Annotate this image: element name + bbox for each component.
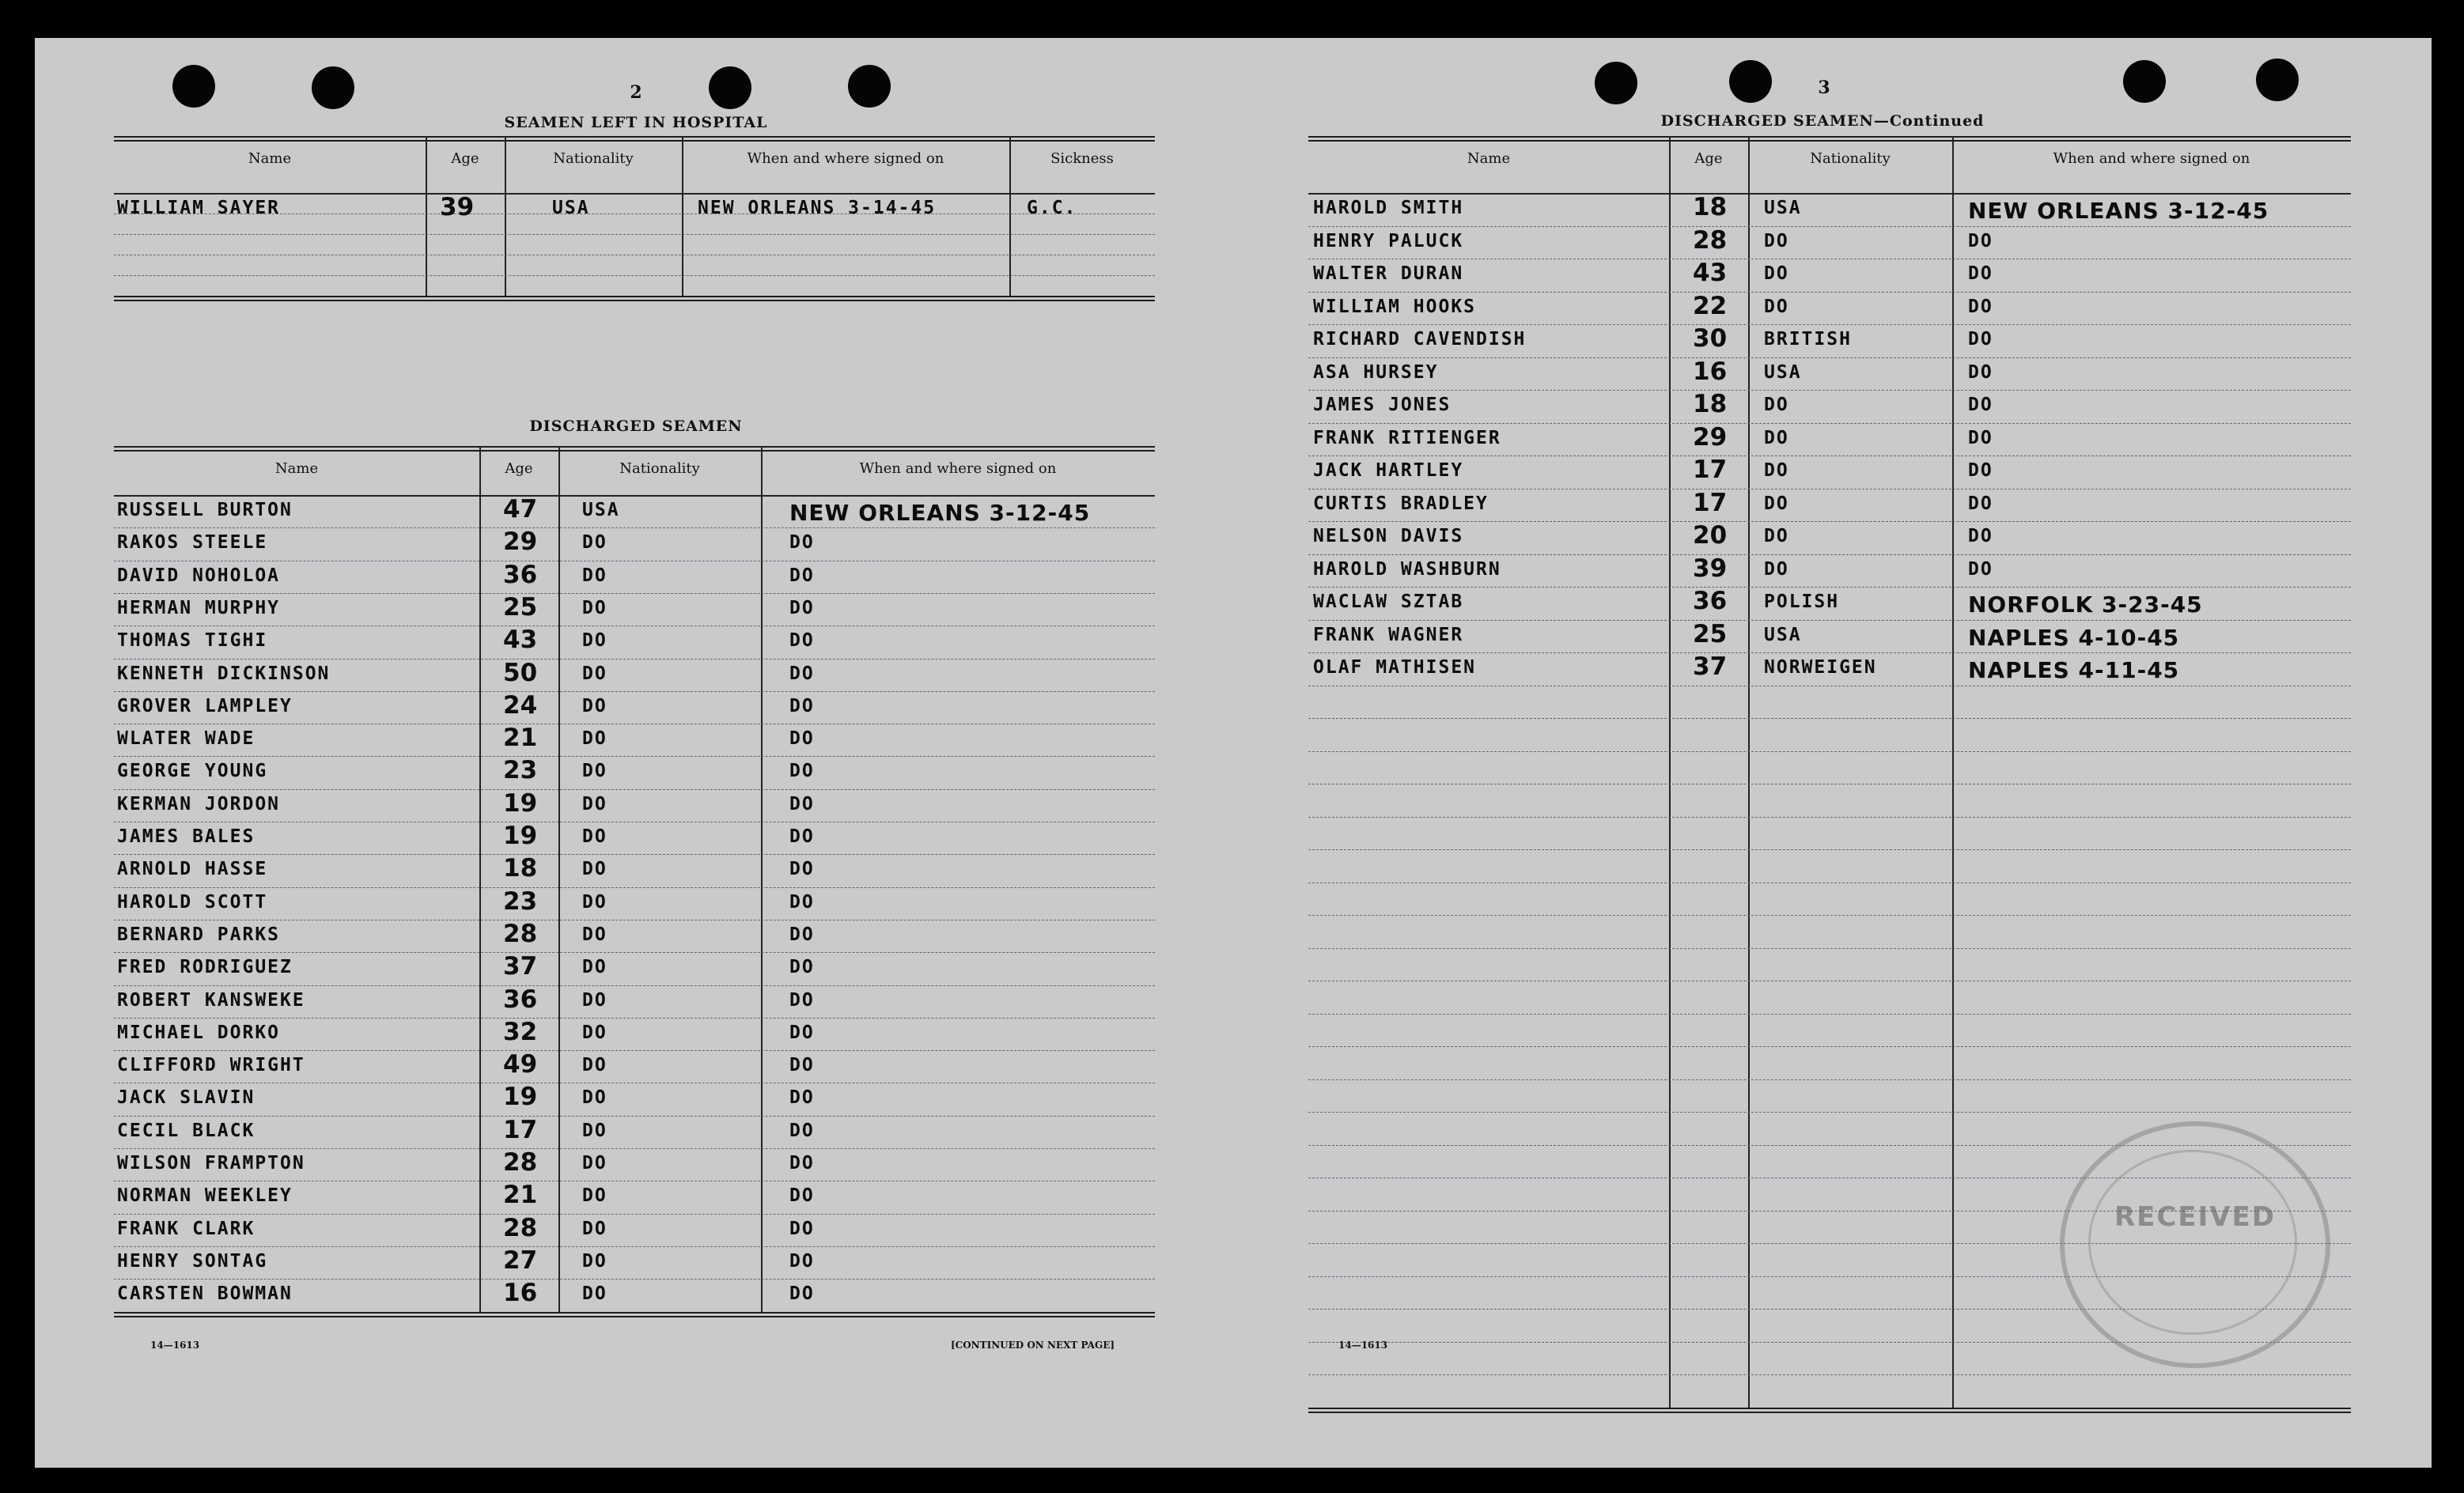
header-rule <box>1308 193 2351 195</box>
name-cell: ROBERT KANSWEKE <box>117 989 305 1011</box>
age-cell: 16 <box>1693 357 1728 386</box>
signed-on-cell: DO <box>789 1153 815 1174</box>
form-number: 14—1613 <box>1338 1340 1388 1351</box>
table-top-rule <box>114 136 1155 142</box>
name-cell: FRANK RITIENGER <box>1313 427 1501 448</box>
signed-on-cell: DO <box>1968 296 1993 317</box>
name-cell: WILSON FRAMPTON <box>117 1153 305 1174</box>
table-top-rule <box>1308 136 2351 142</box>
signed-on-cell: DO <box>1968 230 1993 251</box>
row-rule <box>1308 1112 2351 1113</box>
nationality-cell: DO <box>582 1185 607 1207</box>
signed-on-cell: DO <box>789 989 815 1011</box>
signed-on-cell: DO <box>1968 493 1993 514</box>
age-cell: 24 <box>503 690 538 720</box>
column-header: Age <box>1694 150 1723 167</box>
document-sheet <box>35 38 2432 1468</box>
page-number: 3 <box>1818 77 1830 98</box>
name-cell: RICHARD CAVENDISH <box>1313 329 1527 350</box>
age-cell: 43 <box>503 626 538 655</box>
nationality-cell: DO <box>582 1022 607 1043</box>
discharged-section-title: DISCHARGED SEAMEN <box>529 418 743 435</box>
signed-on-cell: NAPLES 4-11-45 <box>1968 657 2180 683</box>
punch-hole <box>2123 60 2166 103</box>
nationality-cell: DO <box>1764 558 1789 580</box>
name-cell: WACLAW SZTAB <box>1313 592 1464 612</box>
name-cell: RAKOS STEELE <box>117 532 268 554</box>
row-rule <box>114 1214 1155 1215</box>
signed-on-cell: DO <box>789 1250 815 1272</box>
signed-on-cell: DO <box>789 1120 815 1141</box>
name-cell: JAMES BALES <box>117 826 255 847</box>
nationality-cell: DO <box>582 924 607 945</box>
signed-on-cell: DO <box>789 1218 815 1239</box>
name-cell: HENRY SONTAG <box>117 1250 268 1272</box>
signed-on-cell: DO <box>789 761 815 782</box>
nationality-cell: DO <box>1764 427 1789 448</box>
signed-on-cell: DO <box>1968 263 1993 284</box>
name-cell: ASA HURSEY <box>1313 361 1439 383</box>
signed-on-cell: DO <box>1968 395 1993 415</box>
name-cell: KERMAN JORDON <box>117 793 281 815</box>
punch-hole <box>848 65 891 108</box>
name-cell: THOMAS TIGHI <box>117 630 268 652</box>
age-cell: 20 <box>1693 521 1728 550</box>
age-cell: 39 <box>1693 554 1728 583</box>
row-rule <box>1308 226 2351 227</box>
age-cell: 28 <box>503 1213 538 1242</box>
column-header: Sickness <box>1050 150 1114 167</box>
row-rule <box>114 1246 1155 1247</box>
signed-on-cell: NEW ORLEANS 3-12-45 <box>789 500 1091 526</box>
signed-on-cell: DO <box>789 793 815 815</box>
name-cell: HAROLD WASHBURN <box>1313 558 1501 580</box>
nationality-cell: DO <box>582 989 607 1011</box>
nationality-cell: POLISH <box>1764 592 1840 612</box>
row-rule <box>1308 455 2351 456</box>
nationality-cell: DO <box>582 891 607 913</box>
signed-on-cell: DO <box>789 695 815 716</box>
nationality-cell: DO <box>1764 493 1789 514</box>
nationality-cell: DO <box>582 565 607 586</box>
age-cell: 17 <box>503 1115 538 1144</box>
nationality-cell: DO <box>582 1218 607 1239</box>
column-header: Nationality <box>1810 150 1891 167</box>
signed-on-cell: DO <box>1968 361 1993 383</box>
name-cell: CURTIS BRADLEY <box>1313 493 1489 514</box>
signed-on-cell: DO <box>789 859 815 880</box>
age-cell: 19 <box>503 788 538 818</box>
column-divider <box>558 446 560 1312</box>
column-header: When and where signed on <box>2053 150 2250 167</box>
age-cell: 43 <box>1693 259 1728 287</box>
name-cell: HAROLD SMITH <box>1313 198 1464 218</box>
signed-on-cell: NORFOLK 3-23-45 <box>1968 592 2203 618</box>
nationality-cell: DO <box>582 957 607 978</box>
name-cell: CLIFFORD WRIGHT <box>117 1055 305 1076</box>
page-number: 2 <box>630 82 642 103</box>
column-header: Name <box>274 460 319 477</box>
punch-hole <box>1595 62 1637 104</box>
name-cell: BERNARD PARKS <box>117 924 281 945</box>
nationality-cell: DO <box>582 1153 607 1174</box>
row-rule <box>1308 620 2351 621</box>
nationality-cell: BRITISH <box>1764 329 1852 350</box>
name-cell: JACK SLAVIN <box>117 1087 255 1109</box>
age-cell: 28 <box>503 919 538 948</box>
name-cell: NORMAN WEEKLEY <box>117 1185 293 1207</box>
signed-on-cell: DO <box>789 1283 815 1305</box>
row-rule <box>1308 423 2351 424</box>
header-rule <box>114 193 1155 195</box>
nationality-cell: DO <box>582 1055 607 1076</box>
name-cell: CARSTEN BOWMAN <box>117 1283 293 1305</box>
row-rule <box>114 234 1155 235</box>
name-cell: DAVID NOHOLOA <box>117 565 281 586</box>
name-cell: HERMAN MURPHY <box>117 597 281 618</box>
row-rule <box>1308 1374 2351 1375</box>
signed-on-cell: DO <box>789 1055 815 1076</box>
name-cell: JACK HARTLEY <box>1313 460 1464 481</box>
row-rule <box>1308 1046 2351 1047</box>
signed-on-cell: DO <box>789 1185 815 1207</box>
column-header: Age <box>451 150 479 167</box>
signed-on-cell: DO <box>1968 460 1993 481</box>
nationality-cell: USA <box>1764 361 1802 383</box>
age-cell: 50 <box>503 658 538 687</box>
name-cell: MICHAEL DORKO <box>117 1022 281 1043</box>
hospital-section-title: SEAMEN LEFT IN HOSPITAL <box>504 114 768 131</box>
row-rule <box>1308 817 2351 818</box>
row-rule <box>1308 751 2351 752</box>
row-rule <box>114 854 1155 855</box>
signed-on-cell: DO <box>789 630 815 652</box>
name-cell: GROVER LAMPLEY <box>117 695 293 716</box>
age-cell: 25 <box>1693 619 1728 648</box>
nationality-cell: DO <box>582 630 607 652</box>
age-cell: 17 <box>1693 488 1728 517</box>
name-cell: WILLIAM HOOKS <box>1313 296 1477 317</box>
signed-on-cell: DO <box>789 891 815 913</box>
continued-note: [CONTINUED ON NEXT PAGE] <box>951 1340 1115 1351</box>
row-rule <box>114 1050 1155 1051</box>
name-cell: HENRY PALUCK <box>1313 230 1464 251</box>
column-header: Name <box>1467 150 1511 167</box>
received-stamp <box>2060 1121 2330 1368</box>
age-cell: 30 <box>1693 324 1728 353</box>
column-header: When and where signed on <box>747 150 944 167</box>
table-bottom-rule <box>1308 1408 2351 1413</box>
name-cell: OLAF MATHISEN <box>1313 657 1477 678</box>
age-cell: 21 <box>503 724 538 753</box>
age-cell: 19 <box>503 822 538 850</box>
nationality-cell: DO <box>582 826 607 847</box>
row-rule <box>1308 292 2351 293</box>
row-rule <box>1308 652 2351 653</box>
age-cell: 27 <box>503 1245 538 1275</box>
name-cell: WLATER WADE <box>117 728 255 750</box>
punch-hole <box>312 66 354 109</box>
table-bottom-rule <box>114 1312 1155 1317</box>
age-cell: 37 <box>503 952 538 981</box>
name-cell: GEORGE YOUNG <box>117 761 268 782</box>
row-rule <box>1308 554 2351 555</box>
signed-on-cell: NAPLES 4-10-45 <box>1968 624 2180 651</box>
row-rule <box>114 756 1155 757</box>
age-cell: 36 <box>503 985 538 1014</box>
nationality-cell: DO <box>1764 526 1789 546</box>
nationality-cell: USA <box>1764 624 1802 645</box>
signed-on-cell: DO <box>789 924 815 945</box>
nationality-cell: DO <box>1764 296 1789 317</box>
header-rule <box>114 495 1155 497</box>
row-rule <box>114 952 1155 953</box>
age-cell: 37 <box>1693 652 1728 681</box>
age-cell: 47 <box>503 495 538 523</box>
nationality-cell: USA <box>552 198 590 218</box>
table-bottom-rule <box>114 296 1155 301</box>
name-cell: FRED RODRIGUEZ <box>117 957 293 978</box>
row-rule <box>114 887 1155 888</box>
name-cell: WILLIAM SAYER <box>117 198 281 218</box>
form-number: 14—1613 <box>150 1340 200 1351</box>
nationality-cell: DO <box>1764 395 1789 415</box>
row-rule <box>1308 390 2351 391</box>
age-cell: 36 <box>503 560 538 589</box>
row-rule <box>1308 1079 2351 1080</box>
age-cell: 25 <box>503 592 538 622</box>
age-cell: 18 <box>1693 193 1728 221</box>
signed-on-cell: DO <box>789 565 815 586</box>
name-cell: RUSSELL BURTON <box>117 500 293 520</box>
nationality-cell: DO <box>1764 263 1789 284</box>
nationality-cell: DO <box>582 1250 607 1272</box>
age-cell: 28 <box>503 1148 538 1177</box>
column-header: Name <box>248 150 292 167</box>
row-rule <box>1308 948 2351 949</box>
column-header: When and where signed on <box>859 460 1057 477</box>
column-header: Nationality <box>619 460 700 477</box>
row-rule <box>114 691 1155 692</box>
name-cell: FRANK WAGNER <box>1313 624 1464 645</box>
row-rule <box>114 659 1155 660</box>
age-cell: 22 <box>1693 291 1728 320</box>
row-rule <box>1308 324 2351 325</box>
name-cell: NELSON DAVIS <box>1313 526 1464 546</box>
column-header: Age <box>505 460 533 477</box>
signed-on-cell: DO <box>789 957 815 978</box>
nationality-cell: USA <box>582 500 620 520</box>
nationality-cell: DO <box>582 597 607 618</box>
signed-on-cell: DO <box>1968 558 1993 580</box>
age-cell: 29 <box>503 527 538 557</box>
column-divider <box>1669 136 1671 1408</box>
nationality-cell: DO <box>582 1283 607 1305</box>
signed-on-cell: DO <box>789 728 815 750</box>
column-divider <box>1952 136 1954 1408</box>
age-cell: 36 <box>1693 587 1728 615</box>
nationality-cell: DO <box>1764 460 1789 481</box>
nationality-cell: DO <box>582 793 607 815</box>
name-cell: CECIL BLACK <box>117 1120 255 1141</box>
name-cell: HAROLD SCOTT <box>117 891 268 913</box>
name-cell: JAMES JONES <box>1313 395 1452 415</box>
age-cell: 28 <box>1693 225 1728 255</box>
age-cell: 18 <box>503 854 538 883</box>
age-cell: 21 <box>503 1181 538 1210</box>
signed-on-cell: DO <box>789 1022 815 1043</box>
signed-on-cell: NEW ORLEANS 3-12-45 <box>1968 198 2269 224</box>
row-rule <box>1308 521 2351 522</box>
row-rule <box>114 789 1155 790</box>
nationality-cell: DO <box>582 728 607 750</box>
row-rule <box>114 593 1155 594</box>
row-rule <box>114 1018 1155 1019</box>
row-rule <box>114 985 1155 986</box>
punch-hole <box>1729 60 1772 103</box>
age-cell: 23 <box>503 756 538 785</box>
column-divider <box>479 446 481 1312</box>
table-top-rule <box>114 446 1155 452</box>
signed-on-cell: DO <box>789 532 815 554</box>
age-cell: 19 <box>503 1083 538 1112</box>
name-cell: FRANK CLARK <box>117 1218 255 1239</box>
row-rule <box>114 1116 1155 1117</box>
row-rule <box>1308 1014 2351 1015</box>
nationality-cell: DO <box>582 663 607 684</box>
age-cell: 49 <box>503 1050 538 1079</box>
nationality-cell: NORWEIGEN <box>1764 657 1877 678</box>
signed-on-cell: DO <box>1968 329 1993 350</box>
nationality-cell: DO <box>582 1087 607 1109</box>
signed-on-cell: DO <box>789 1087 815 1109</box>
age-cell: 23 <box>503 886 538 916</box>
name-cell: WALTER DURAN <box>1313 263 1464 284</box>
row-rule <box>1308 357 2351 358</box>
nationality-cell: DO <box>582 859 607 880</box>
signed-on-cell: DO <box>789 663 815 684</box>
stamp-text: RECEIVED <box>2114 1201 2276 1233</box>
column-divider <box>761 446 763 1312</box>
nationality-cell: DO <box>582 695 607 716</box>
signed-on-cell: DO <box>789 826 815 847</box>
signed-on-cell: NEW ORLEANS 3-14-45 <box>698 198 937 218</box>
row-rule <box>114 1148 1155 1149</box>
row-rule <box>1308 915 2351 916</box>
name-cell: ARNOLD HASSE <box>117 859 268 880</box>
nationality-cell: DO <box>1764 230 1789 251</box>
signed-on-cell: DO <box>789 597 815 618</box>
age-cell: 39 <box>440 193 475 221</box>
nationality-cell: DO <box>582 1120 607 1141</box>
row-rule <box>1308 587 2351 588</box>
nationality-cell: DO <box>582 761 607 782</box>
punch-hole <box>172 65 215 108</box>
nationality-cell: USA <box>1764 198 1802 218</box>
punch-hole <box>709 66 751 109</box>
age-cell: 29 <box>1693 422 1728 452</box>
row-rule <box>114 275 1155 276</box>
signed-on-cell: DO <box>1968 427 1993 448</box>
continued-section-title: DISCHARGED SEAMEN—Continued <box>1660 112 1985 130</box>
age-cell: 16 <box>503 1279 538 1308</box>
age-cell: 32 <box>503 1017 538 1046</box>
name-cell: KENNETH DICKINSON <box>117 663 331 684</box>
row-rule <box>114 527 1155 528</box>
column-header: Nationality <box>553 150 634 167</box>
row-rule <box>1308 718 2351 719</box>
age-cell: 17 <box>1693 455 1728 484</box>
punch-hole <box>2256 59 2299 101</box>
sickness-cell: G.C. <box>1027 198 1077 218</box>
nationality-cell: DO <box>582 532 607 554</box>
age-cell: 18 <box>1693 390 1728 418</box>
column-divider <box>1748 136 1750 1408</box>
row-rule <box>1308 849 2351 850</box>
signed-on-cell: DO <box>1968 526 1993 546</box>
